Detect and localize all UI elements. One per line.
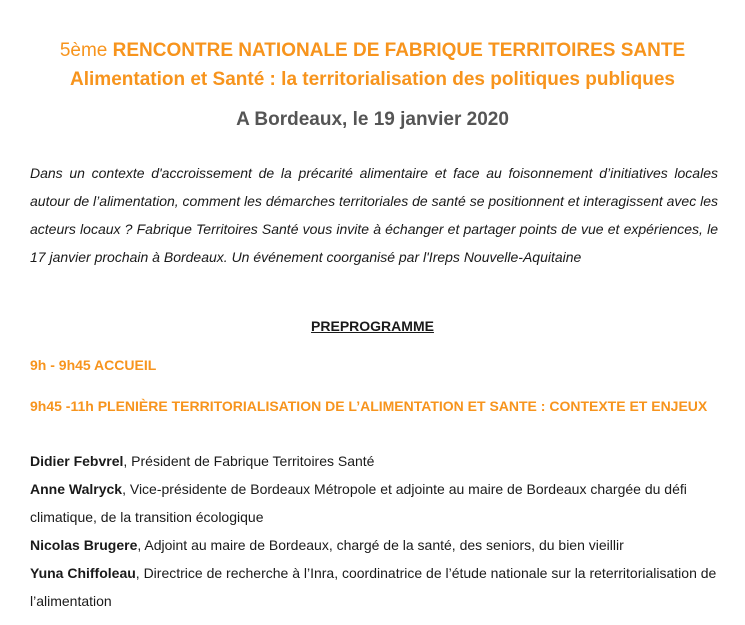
speaker-item	[30, 559, 730, 615]
event-subtitle: Alimentation et Santé : la territorialisation des politiques publiques	[70, 69, 675, 90]
speaker-item	[30, 447, 730, 475]
speaker-name: Anne Walryck	[30, 481, 123, 497]
event-title-main: RENCONTRE NATIONALE DE FABRIQUE TERRITOIRES SANTE	[112, 40, 686, 61]
speaker-name: Didier Febvrel	[30, 453, 124, 469]
speaker-list	[30, 447, 730, 615]
speaker-role: , Président de Fabrique Territoires Santé	[123, 453, 375, 469]
speaker-item	[30, 531, 730, 559]
event-location-date: A Bordeaux, le 19 janvier 2020	[236, 109, 509, 130]
speaker-role: , Adjoint au maire de Bordeaux, chargé de la santé, des seniors, du bien vieillir	[137, 537, 624, 553]
speaker-item	[30, 475, 730, 531]
event-title	[0, 40, 745, 62]
intro-paragraph: Dans un contexte d'accroissement de la précarité alimentaire et face au foisonnement d’initiatives locales autour de l’alimentation, comment les démarches territoriales de santé se positionnent et interagissent avec les acteurs locaux ? Fabrique Territoires Santé vous invite à échanger et partager points de vue et expériences, le 17 janvier prochain à Bordeaux. Un événement coorganisé par l'Ireps Nouvelle-Aquitaine	[30, 165, 718, 265]
preprogramme-heading: PREPROGRAMME	[311, 318, 434, 334]
speaker-role: , Directrice de recherche à l’Inra, coordinatrice de l’étude nationale sur la reterritorialisation de l’alimentation	[30, 565, 717, 609]
program-section-pleniere: 9h45 -11h PLENIÈRE TERRITORIALISATION DE L’ALIMENTATION ET SANTE : CONTEXTE ET ENJEUX	[30, 398, 708, 414]
speaker-name: Nicolas Brugere	[30, 537, 138, 553]
speaker-name: Yuna Chiffoleau	[30, 565, 136, 581]
program-section-accueil: 9h - 9h45 ACCUEIL	[30, 357, 157, 373]
event-title-prefix: 5ème	[59, 40, 108, 61]
speaker-role: , Vice-présidente de Bordeaux Métropole et adjointe au maire de Bordeaux chargée du défi climatique, de la transition écologique	[30, 481, 687, 525]
